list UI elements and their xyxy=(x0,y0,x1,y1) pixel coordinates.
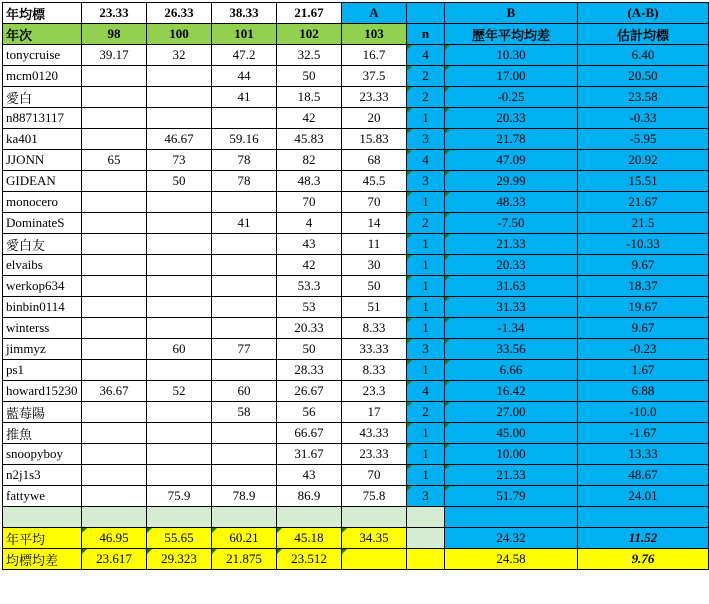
header-b-label-cell[interactable]: 歷年平均均差 xyxy=(445,24,578,45)
n-cell[interactable]: 4 xyxy=(407,45,445,66)
year-103-cell[interactable]: 70 xyxy=(342,192,407,213)
year-103-cell[interactable]: 45.5 xyxy=(342,171,407,192)
year-98-cell[interactable] xyxy=(82,87,147,108)
year-102-cell[interactable]: 45.83 xyxy=(277,129,342,150)
name-cell[interactable]: DominateS xyxy=(3,213,82,234)
year-100-cell[interactable] xyxy=(147,444,212,465)
ab-cell[interactable]: -1.67 xyxy=(578,423,709,444)
b-cell[interactable]: 21.33 xyxy=(445,234,578,255)
year-102-cell[interactable]: 82 xyxy=(277,150,342,171)
empty-cell[interactable] xyxy=(82,507,147,528)
year-100-cell[interactable] xyxy=(147,66,212,87)
year-100-cell[interactable] xyxy=(147,318,212,339)
ab-cell[interactable]: -10.0 xyxy=(578,402,709,423)
year-103-cell[interactable]: 68 xyxy=(342,150,407,171)
header-b-cell[interactable]: B xyxy=(445,3,578,24)
year-101-cell[interactable]: 44 xyxy=(212,66,277,87)
n-cell[interactable]: 1 xyxy=(407,108,445,129)
empty-cell[interactable] xyxy=(147,507,212,528)
b-cell[interactable]: 27.00 xyxy=(445,402,578,423)
n-cell[interactable]: 1 xyxy=(407,234,445,255)
header-mean-100-cell[interactable]: 26.33 xyxy=(147,3,212,24)
year-101-cell[interactable]: 78.9 xyxy=(212,486,277,507)
table-row xyxy=(3,465,709,486)
table-row xyxy=(3,297,709,318)
year-98-cell[interactable] xyxy=(82,255,147,276)
header-year-100-cell[interactable]: 100 xyxy=(147,24,212,45)
year-101-cell[interactable] xyxy=(212,108,277,129)
header-ab-label-cell[interactable]: 估計均標 xyxy=(578,24,709,45)
year-100-cell[interactable]: 46.67 xyxy=(147,129,212,150)
year-102-cell[interactable]: 50 xyxy=(277,339,342,360)
ab-cell[interactable]: 23.58 xyxy=(578,87,709,108)
n-cell[interactable]: 1 xyxy=(407,423,445,444)
table-row xyxy=(3,255,709,276)
year-98-cell[interactable] xyxy=(82,318,147,339)
footer-102-cell[interactable]: 45.18 xyxy=(277,528,342,549)
spacer-row xyxy=(3,507,709,528)
empty-cell[interactable] xyxy=(578,507,709,528)
year-102-cell[interactable]: 31.67 xyxy=(277,444,342,465)
table-row xyxy=(3,171,709,192)
name-cell[interactable]: 愛白 xyxy=(3,87,82,108)
name-cell[interactable]: mcm0120 xyxy=(3,66,82,87)
year-102-cell[interactable]: 18.5 xyxy=(277,87,342,108)
header-year-98-cell[interactable]: 98 xyxy=(82,24,147,45)
empty-cell[interactable] xyxy=(445,507,578,528)
year-102-cell[interactable]: 4 xyxy=(277,213,342,234)
year-103-cell[interactable]: 23.33 xyxy=(342,87,407,108)
year-98-cell[interactable]: 65 xyxy=(82,150,147,171)
year-100-cell[interactable]: 32 xyxy=(147,45,212,66)
ab-cell[interactable]: 18.37 xyxy=(578,276,709,297)
year-100-cell[interactable] xyxy=(147,255,212,276)
year-100-cell[interactable] xyxy=(147,87,212,108)
b-cell[interactable]: -0.25 xyxy=(445,87,578,108)
year-101-cell[interactable]: 77 xyxy=(212,339,277,360)
ab-cell[interactable]: -10.33 xyxy=(578,234,709,255)
ab-cell[interactable]: 20.92 xyxy=(578,150,709,171)
year-103-cell[interactable]: 8.33 xyxy=(342,360,407,381)
b-cell[interactable]: 10.30 xyxy=(445,45,578,66)
ab-cell[interactable]: -5.95 xyxy=(578,129,709,150)
year-103-cell[interactable]: 51 xyxy=(342,297,407,318)
footer-b-cell[interactable]: 24.32 xyxy=(445,528,578,549)
name-cell[interactable]: howard15230 xyxy=(3,381,82,402)
year-102-cell[interactable]: 66.67 xyxy=(277,423,342,444)
n-cell[interactable]: 1 xyxy=(407,192,445,213)
year-101-cell[interactable]: 78 xyxy=(212,150,277,171)
sheet-body xyxy=(3,3,709,570)
year-101-cell[interactable]: 58 xyxy=(212,402,277,423)
year-100-cell[interactable]: 75.9 xyxy=(147,486,212,507)
footer-b-cell[interactable]: 24.58 xyxy=(445,549,578,570)
year-102-cell[interactable]: 28.33 xyxy=(277,360,342,381)
ab-cell[interactable]: 21.67 xyxy=(578,192,709,213)
n-cell[interactable]: 1 xyxy=(407,297,445,318)
name-cell[interactable]: 藍莓陽 xyxy=(3,402,82,423)
year-98-cell[interactable] xyxy=(82,234,147,255)
n-cell[interactable]: 3 xyxy=(407,486,445,507)
footer-label-cell[interactable]: 均標均差 xyxy=(3,549,82,570)
ab-cell[interactable]: 19.67 xyxy=(578,297,709,318)
header-label-cell[interactable]: 年均標 xyxy=(3,3,82,24)
year-98-cell[interactable] xyxy=(82,213,147,234)
year-100-cell[interactable] xyxy=(147,360,212,381)
year-103-cell[interactable]: 37.5 xyxy=(342,66,407,87)
ab-cell[interactable]: -0.33 xyxy=(578,108,709,129)
n-cell[interactable]: 2 xyxy=(407,213,445,234)
year-101-cell[interactable]: 47.2 xyxy=(212,45,277,66)
footer-ab-cell[interactable]: 9.76 xyxy=(578,549,709,570)
year-100-cell[interactable] xyxy=(147,423,212,444)
ab-cell[interactable]: -0.23 xyxy=(578,339,709,360)
empty-cell[interactable] xyxy=(342,507,407,528)
ab-cell[interactable]: 15.51 xyxy=(578,171,709,192)
header-mean-98-cell[interactable]: 23.33 xyxy=(82,3,147,24)
year-100-cell[interactable] xyxy=(147,192,212,213)
ab-cell[interactable]: 48.67 xyxy=(578,465,709,486)
footer-n-cell[interactable] xyxy=(407,528,445,549)
year-101-cell[interactable]: 41 xyxy=(212,213,277,234)
year-103-cell[interactable]: 23.3 xyxy=(342,381,407,402)
year-102-cell[interactable]: 43 xyxy=(277,465,342,486)
year-103-cell[interactable]: 8.33 xyxy=(342,318,407,339)
year-103-cell[interactable]: 17 xyxy=(342,402,407,423)
year-101-cell[interactable] xyxy=(212,444,277,465)
footer-ab-cell[interactable]: 11.52 xyxy=(578,528,709,549)
year-102-cell[interactable]: 42 xyxy=(277,108,342,129)
year-98-cell[interactable] xyxy=(82,360,147,381)
b-cell[interactable]: 31.63 xyxy=(445,276,578,297)
year-100-cell[interactable] xyxy=(147,234,212,255)
n-cell[interactable]: 4 xyxy=(407,381,445,402)
year-102-cell[interactable]: 48.3 xyxy=(277,171,342,192)
year-98-cell[interactable] xyxy=(82,192,147,213)
footer-row-deviation xyxy=(3,549,709,570)
table-row xyxy=(3,276,709,297)
year-101-cell[interactable] xyxy=(212,234,277,255)
year-103-cell[interactable]: 30 xyxy=(342,255,407,276)
name-cell[interactable]: GIDEAN xyxy=(3,171,82,192)
header-a-cell[interactable]: A xyxy=(342,3,407,24)
table-row xyxy=(3,234,709,255)
n-cell[interactable]: 3 xyxy=(407,339,445,360)
table-row xyxy=(3,318,709,339)
b-cell[interactable]: 29.99 xyxy=(445,171,578,192)
year-98-cell[interactable]: 39.17 xyxy=(82,45,147,66)
year-100-cell[interactable]: 73 xyxy=(147,150,212,171)
ab-cell[interactable]: 13.33 xyxy=(578,444,709,465)
year-102-cell[interactable]: 26.67 xyxy=(277,381,342,402)
year-98-cell[interactable] xyxy=(82,276,147,297)
year-101-cell[interactable] xyxy=(212,360,277,381)
year-103-cell[interactable]: 16.7 xyxy=(342,45,407,66)
n-cell[interactable]: 4 xyxy=(407,150,445,171)
table-row xyxy=(3,213,709,234)
footer-row-average xyxy=(3,528,709,549)
name-cell[interactable]: 推魚 xyxy=(3,423,82,444)
n-cell[interactable]: 1 xyxy=(407,255,445,276)
year-102-cell[interactable]: 42 xyxy=(277,255,342,276)
n-cell[interactable]: 2 xyxy=(407,402,445,423)
header-row-mean xyxy=(3,3,709,24)
b-cell[interactable]: 45.00 xyxy=(445,423,578,444)
year-102-cell[interactable]: 43 xyxy=(277,234,342,255)
year-98-cell[interactable] xyxy=(82,339,147,360)
name-cell[interactable]: tonycruise xyxy=(3,45,82,66)
footer-101-cell[interactable]: 21.875 xyxy=(212,549,277,570)
n-cell[interactable]: 1 xyxy=(407,444,445,465)
year-103-cell[interactable]: 14 xyxy=(342,213,407,234)
footer-100-cell[interactable]: 55.65 xyxy=(147,528,212,549)
year-101-cell[interactable]: 59.16 xyxy=(212,129,277,150)
year-98-cell[interactable] xyxy=(82,423,147,444)
name-cell[interactable]: JJONN xyxy=(3,150,82,171)
n-cell[interactable]: 2 xyxy=(407,87,445,108)
name-cell[interactable]: jimmyz xyxy=(3,339,82,360)
footer-103-cell[interactable] xyxy=(342,549,407,570)
table-row xyxy=(3,192,709,213)
name-cell[interactable]: fattywe xyxy=(3,486,82,507)
header-year-label-cell[interactable]: 年次 xyxy=(3,24,82,45)
year-102-cell[interactable]: 56 xyxy=(277,402,342,423)
b-cell[interactable]: -7.50 xyxy=(445,213,578,234)
b-cell[interactable]: 21.33 xyxy=(445,465,578,486)
n-cell[interactable]: 1 xyxy=(407,465,445,486)
footer-n-cell[interactable] xyxy=(407,549,445,570)
footer-102-cell[interactable]: 23.512 xyxy=(277,549,342,570)
year-98-cell[interactable] xyxy=(82,444,147,465)
year-103-cell[interactable]: 15.83 xyxy=(342,129,407,150)
name-cell[interactable]: ka401 xyxy=(3,129,82,150)
year-98-cell[interactable] xyxy=(82,171,147,192)
empty-cell[interactable] xyxy=(277,507,342,528)
year-100-cell[interactable]: 50 xyxy=(147,171,212,192)
header-n-label-cell[interactable]: n xyxy=(407,24,445,45)
name-cell[interactable]: n88713117 xyxy=(3,108,82,129)
year-100-cell[interactable]: 52 xyxy=(147,381,212,402)
table-row xyxy=(3,486,709,507)
b-cell[interactable]: 17.00 xyxy=(445,66,578,87)
b-cell[interactable]: 33.56 xyxy=(445,339,578,360)
year-98-cell[interactable] xyxy=(82,297,147,318)
year-101-cell[interactable] xyxy=(212,255,277,276)
year-100-cell[interactable] xyxy=(147,465,212,486)
year-103-cell[interactable]: 20 xyxy=(342,108,407,129)
b-cell[interactable]: 48.33 xyxy=(445,192,578,213)
year-103-cell[interactable]: 75.8 xyxy=(342,486,407,507)
year-103-cell[interactable]: 33.33 xyxy=(342,339,407,360)
year-101-cell[interactable] xyxy=(212,318,277,339)
year-102-cell[interactable]: 86.9 xyxy=(277,486,342,507)
year-100-cell[interactable] xyxy=(147,108,212,129)
year-103-cell[interactable]: 11 xyxy=(342,234,407,255)
table-row xyxy=(3,45,709,66)
header-row-year xyxy=(3,24,709,45)
b-cell[interactable]: 16.42 xyxy=(445,381,578,402)
year-102-cell[interactable]: 53 xyxy=(277,297,342,318)
header-year-103-cell[interactable]: 103 xyxy=(342,24,407,45)
b-cell[interactable]: 51.79 xyxy=(445,486,578,507)
n-cell[interactable]: 3 xyxy=(407,129,445,150)
table-row xyxy=(3,339,709,360)
footer-98-cell[interactable]: 46.95 xyxy=(82,528,147,549)
table-row xyxy=(3,108,709,129)
year-98-cell[interactable]: 36.67 xyxy=(82,381,147,402)
year-100-cell[interactable] xyxy=(147,297,212,318)
name-cell[interactable]: snoopyboy xyxy=(3,444,82,465)
n-cell[interactable]: 1 xyxy=(407,276,445,297)
year-101-cell[interactable] xyxy=(212,192,277,213)
ab-cell[interactable]: 21.5 xyxy=(578,213,709,234)
n-cell[interactable]: 3 xyxy=(407,171,445,192)
year-102-cell[interactable]: 32.5 xyxy=(277,45,342,66)
table-row xyxy=(3,402,709,423)
empty-cell[interactable] xyxy=(3,507,82,528)
ab-cell[interactable]: 6.40 xyxy=(578,45,709,66)
year-100-cell[interactable] xyxy=(147,276,212,297)
b-cell[interactable]: 6.66 xyxy=(445,360,578,381)
name-cell[interactable]: n2j1s3 xyxy=(3,465,82,486)
name-cell[interactable]: werkop634 xyxy=(3,276,82,297)
b-cell[interactable]: 20.33 xyxy=(445,255,578,276)
year-101-cell[interactable]: 60 xyxy=(212,381,277,402)
header-year-101-cell[interactable]: 101 xyxy=(212,24,277,45)
table-row xyxy=(3,423,709,444)
year-98-cell[interactable] xyxy=(82,486,147,507)
year-101-cell[interactable]: 78 xyxy=(212,171,277,192)
year-98-cell[interactable] xyxy=(82,402,147,423)
n-cell[interactable]: 2 xyxy=(407,66,445,87)
footer-100-cell[interactable]: 29.323 xyxy=(147,549,212,570)
footer-103-cell[interactable]: 34.35 xyxy=(342,528,407,549)
n-cell[interactable]: 1 xyxy=(407,360,445,381)
year-100-cell[interactable]: 60 xyxy=(147,339,212,360)
ab-cell[interactable]: 9.67 xyxy=(578,318,709,339)
b-cell[interactable]: 47.09 xyxy=(445,150,578,171)
ab-cell[interactable]: 6.88 xyxy=(578,381,709,402)
b-cell[interactable]: -1.34 xyxy=(445,318,578,339)
name-cell[interactable]: 愛白友 xyxy=(3,234,82,255)
year-103-cell[interactable]: 43.33 xyxy=(342,423,407,444)
year-98-cell[interactable] xyxy=(82,108,147,129)
ab-cell[interactable]: 1.67 xyxy=(578,360,709,381)
year-100-cell[interactable] xyxy=(147,213,212,234)
name-cell[interactable]: binbin0114 xyxy=(3,297,82,318)
year-100-cell[interactable] xyxy=(147,402,212,423)
year-101-cell[interactable]: 41 xyxy=(212,87,277,108)
b-cell[interactable]: 31.33 xyxy=(445,297,578,318)
year-101-cell[interactable] xyxy=(212,465,277,486)
ab-cell[interactable]: 20.50 xyxy=(578,66,709,87)
year-102-cell[interactable]: 70 xyxy=(277,192,342,213)
b-cell[interactable]: 10.00 xyxy=(445,444,578,465)
table-row xyxy=(3,360,709,381)
header-n-cell[interactable] xyxy=(407,3,445,24)
name-cell[interactable]: monocero xyxy=(3,192,82,213)
name-cell[interactable]: elvaibs xyxy=(3,255,82,276)
footer-98-cell[interactable]: 23.617 xyxy=(82,549,147,570)
year-101-cell[interactable] xyxy=(212,297,277,318)
n-cell[interactable]: 1 xyxy=(407,318,445,339)
b-cell[interactable]: 21.78 xyxy=(445,129,578,150)
year-102-cell[interactable]: 50 xyxy=(277,66,342,87)
footer-101-cell[interactable]: 60.21 xyxy=(212,528,277,549)
header-mean-102-cell[interactable]: 21.67 xyxy=(277,3,342,24)
year-103-cell[interactable]: 70 xyxy=(342,465,407,486)
name-cell[interactable]: winterss xyxy=(3,318,82,339)
header-mean-101-cell[interactable]: 38.33 xyxy=(212,3,277,24)
table-row xyxy=(3,129,709,150)
name-cell[interactable]: ps1 xyxy=(3,360,82,381)
empty-cell[interactable] xyxy=(407,507,445,528)
ab-cell[interactable]: 24.01 xyxy=(578,486,709,507)
empty-cell[interactable] xyxy=(212,507,277,528)
year-101-cell[interactable] xyxy=(212,276,277,297)
year-102-cell[interactable]: 20.33 xyxy=(277,318,342,339)
table-row xyxy=(3,444,709,465)
year-98-cell[interactable] xyxy=(82,465,147,486)
table-row xyxy=(3,150,709,171)
year-103-cell[interactable]: 23.33 xyxy=(342,444,407,465)
year-98-cell[interactable] xyxy=(82,129,147,150)
table-row xyxy=(3,66,709,87)
year-98-cell[interactable] xyxy=(82,66,147,87)
table-row xyxy=(3,381,709,402)
year-103-cell[interactable]: 50 xyxy=(342,276,407,297)
year-101-cell[interactable] xyxy=(212,423,277,444)
table-row xyxy=(3,87,709,108)
spreadsheet-table xyxy=(2,2,709,570)
b-cell[interactable]: 20.33 xyxy=(445,108,578,129)
header-ab-cell[interactable]: (A-B) xyxy=(578,3,709,24)
ab-cell[interactable]: 9.67 xyxy=(578,255,709,276)
year-102-cell[interactable]: 53.3 xyxy=(277,276,342,297)
footer-label-cell[interactable]: 年平均 xyxy=(3,528,82,549)
header-year-102-cell[interactable]: 102 xyxy=(277,24,342,45)
